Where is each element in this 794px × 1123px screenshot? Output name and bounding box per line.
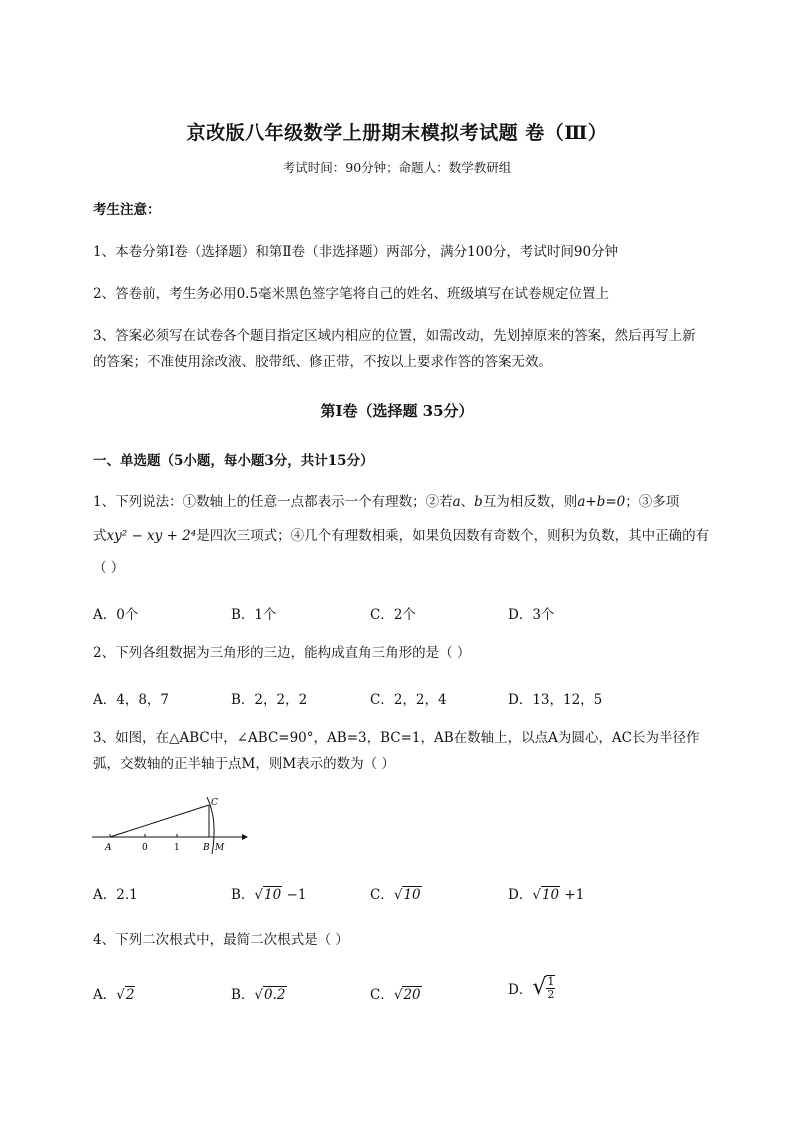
q3-option-c-radicand: 10	[403, 887, 421, 903]
q3-option-d-prefix: D．	[508, 887, 533, 903]
q4-option-b-prefix: B．	[231, 987, 255, 1003]
q3-option-b-radicand: 10	[264, 887, 282, 903]
section-title: 第I卷（选择题 35分）	[320, 402, 474, 420]
q1-option-d: D．3个	[508, 607, 555, 623]
q4-option-a	[93, 983, 135, 1003]
notice-item-1: 1、本卷分第I卷（选择题）和第Ⅱ卷（非选择题）两部分，满分100分，考试时间90分钟	[93, 244, 619, 260]
q1-text-e: 是四次三项式；④几个有理数相乘，如果负因数有奇数个，则积为负数，其中正确的有	[196, 528, 710, 544]
q3-option-d-suffix: +1	[560, 887, 585, 903]
notice-item-2: 2、答卷前，考生务必用0.5毫米黑色签字笔将自己的姓名、班级填写在试卷规定位置上	[93, 286, 610, 302]
label-0: 0	[142, 843, 148, 853]
q1-sep: 、	[460, 494, 475, 510]
q2-option-c: C．2，2，4	[370, 692, 447, 708]
q3-option-a-value: 2.1	[116, 887, 138, 903]
sqrt-icon: √10	[254, 887, 282, 903]
notice-item-3-cont: 的答案；不准使用涂改液、胶带纸、修正带，不按以上要求作答的答案无效。	[93, 354, 552, 370]
q4-option-b	[231, 983, 287, 1003]
q2-option-a: A．4，8，7	[93, 692, 170, 708]
sqrt-icon: √10	[532, 887, 560, 903]
fraction-numerator: 1	[547, 975, 555, 988]
label-c: C	[211, 798, 218, 808]
q3-option-d-radicand: 10	[541, 887, 560, 903]
q4-option-a-prefix: A．	[93, 987, 117, 1003]
q1-equation: a+b=0	[577, 494, 626, 510]
question-1-line-1	[93, 492, 679, 512]
q1-option-b: B．1个	[231, 607, 277, 623]
q3-option-a	[93, 883, 138, 903]
q3-option-a-prefix: A．	[93, 887, 117, 903]
q3-option-b	[231, 883, 306, 903]
q1-option-c: C．2个	[370, 607, 416, 623]
page-title: 京改版八年级数学上册期末模拟考试题 卷（Ⅲ）	[186, 122, 608, 144]
q1-option-a: A．0个	[93, 607, 139, 623]
q4-option-d-prefix: D．	[508, 982, 533, 998]
q4-option-c-radicand: 20	[403, 987, 421, 1003]
q3-option-d	[508, 883, 584, 903]
fraction-denominator: 2	[547, 988, 555, 1001]
q4-option-c	[370, 983, 422, 1003]
number-line-figure	[90, 792, 250, 856]
question-3-line-2: 弧，交数轴的正半轴于点M，则M表示的数为（ ）	[93, 756, 395, 772]
sqrt-icon: √0.2	[254, 987, 286, 1003]
part-heading: 一、单选题（5小题，每小题3分，共计15分）	[93, 453, 374, 469]
question-3-line-1: 3、如图，在△ABC中，∠ABC=90°，AB=3，BC=1，AB在数轴上，以点A为圆心，AC长为半径作	[93, 730, 700, 746]
q1-var-b: b	[474, 494, 483, 510]
q3-option-b-suffix: −1	[282, 887, 307, 903]
q4-option-a-radicand: 2	[125, 987, 135, 1003]
question-1-answer-blank: （ ）	[93, 560, 125, 576]
q4-option-d	[508, 975, 555, 1001]
axis-arrow-icon	[242, 834, 248, 840]
notice-item-3: 3、答案必须写在试卷各个题目指定区域内相应的位置，如需改动，先划掉原来的答案，然后再写上新	[93, 328, 696, 344]
q1-text-a: 1、下列说法：①数轴上的任意一点都表示一个有理数；②若	[93, 494, 453, 510]
q4-option-b-radicand: 0.2	[264, 987, 286, 1003]
q1-polynomial: xy² − xy + 2⁴	[106, 528, 197, 544]
q1-text-d: 式	[93, 528, 107, 544]
q4-option-c-prefix: C．	[370, 987, 394, 1003]
label-m: M	[215, 843, 225, 853]
label-a: A	[105, 843, 112, 853]
q2-option-d: D．13，12，5	[508, 692, 603, 708]
q2-option-b: B．2，2，2	[231, 692, 308, 708]
question-4: 4、下列二次根式中，最简二次根式是（ ）	[93, 932, 349, 948]
q1-text-c: ；③多项	[625, 494, 680, 510]
q3-option-b-prefix: B．	[231, 887, 255, 903]
question-2: 2、下列各组数据为三角形的三边，能构成直角三角形的是（ ）	[93, 645, 471, 661]
q3-option-c	[370, 883, 422, 903]
notice-heading: 考生注意：	[93, 202, 161, 218]
q1-text-b: 互为相反数，则	[482, 494, 578, 510]
sqrt-icon: √	[532, 975, 547, 1000]
q4-option-d-fraction	[546, 975, 555, 1001]
sqrt-icon: √2	[116, 987, 135, 1003]
sqrt-icon: √20	[393, 987, 421, 1003]
label-1: 1	[174, 843, 180, 853]
q1-var-a: a	[452, 494, 461, 510]
q3-option-c-prefix: C．	[370, 887, 394, 903]
question-1-line-2	[93, 526, 709, 546]
sqrt-icon: √10	[393, 887, 421, 903]
exam-info: 考试时间：90分钟；命题人：数学教研组	[282, 160, 512, 175]
label-b: B	[203, 843, 210, 853]
segment-ac	[110, 805, 209, 837]
